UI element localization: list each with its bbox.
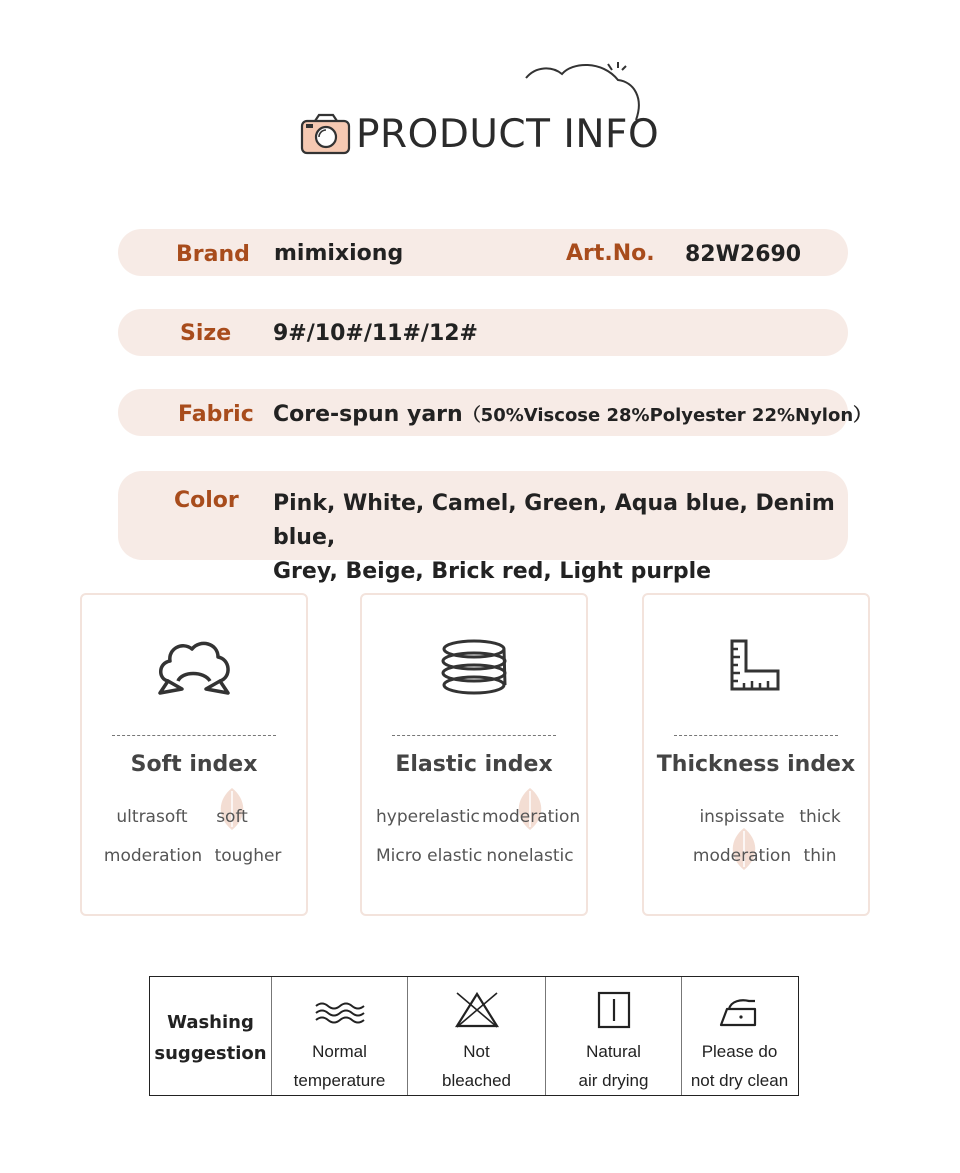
cotton-icon	[154, 635, 234, 705]
card-title: Soft index	[130, 752, 258, 777]
washing-item-line1: Normal	[312, 1042, 367, 1061]
option-moderation-selected: moderation	[482, 807, 581, 827]
color-line-2: Grey, Beige, Brick red, Light purple	[273, 559, 712, 584]
washing-item-line2: not dry clean	[690, 1071, 789, 1090]
line-dry-icon	[597, 991, 631, 1029]
elastic-index-card	[360, 593, 588, 916]
washing-header	[150, 977, 272, 1095]
washing-item-line2: temperature	[293, 1071, 386, 1090]
divider	[392, 735, 556, 736]
fabric-composition: （50%Viscose 28%Polyester 22%Nylon）	[462, 405, 872, 426]
fabric-value	[273, 401, 871, 427]
card-title: Thickness index	[656, 752, 856, 777]
spring-coil-icon	[434, 635, 514, 705]
size-value: 9#/10#/11#/12#	[273, 321, 478, 346]
washing-header-line1: Washing	[167, 1012, 254, 1033]
artno-label: Art.No.	[566, 241, 655, 266]
no-bleach-icon	[454, 991, 500, 1029]
option-micro-elastic: Micro elastic	[376, 846, 483, 866]
option-inspissate: inspissate	[699, 807, 785, 827]
fabric-label: Fabric	[178, 402, 254, 427]
soft-index-card	[80, 593, 308, 916]
fabric-material: Core-spun yarn	[273, 402, 463, 427]
brand-value: mimixiong	[274, 241, 404, 266]
washing-item-line2: bleached	[441, 1071, 511, 1090]
washing-item-line1: Natural	[586, 1042, 641, 1061]
washing-item-line1: Not	[463, 1042, 490, 1061]
washing-item-line1: Please do	[701, 1042, 778, 1061]
option-hyperelastic: hyperelastic	[376, 807, 480, 827]
fabric-row	[118, 389, 872, 436]
brand-label: Brand	[176, 242, 250, 267]
thickness-index-card	[642, 593, 870, 916]
color-row	[118, 471, 848, 584]
page-title: PRODUCT INFO	[356, 112, 660, 157]
option-nonelastic: nonelastic	[486, 846, 574, 866]
option-thick: thick	[799, 807, 841, 827]
option-tougher: tougher	[214, 846, 282, 866]
ruler-icon	[716, 635, 796, 705]
artno-value: 82W2690	[685, 242, 802, 267]
washing-item-normal-temp	[272, 977, 408, 1095]
option-moderation-selected: moderation	[692, 846, 792, 866]
color-values	[273, 487, 848, 589]
washing-item-air-dry	[546, 977, 682, 1095]
brand-row	[118, 229, 848, 276]
card-title: Elastic index	[395, 752, 553, 777]
washing-item-line2: air drying	[578, 1071, 649, 1090]
washing-table	[149, 976, 799, 1096]
washing-header-line2: suggestion	[154, 1043, 267, 1064]
page-header	[300, 60, 660, 170]
size-label: Size	[180, 321, 232, 346]
option-ultrasoft: ultrasoft	[116, 807, 188, 827]
option-soft-selected: soft	[216, 807, 248, 827]
divider	[112, 735, 276, 736]
washing-item-no-bleach	[408, 977, 546, 1095]
cloud-icon	[522, 60, 648, 130]
wash-water-icon	[314, 1001, 366, 1027]
divider	[674, 735, 838, 736]
iron-icon	[719, 995, 761, 1029]
camera-icon	[300, 112, 352, 156]
color-label: Color	[174, 488, 239, 513]
option-thin: thin	[803, 846, 837, 866]
washing-item-no-dry-clean	[682, 977, 797, 1095]
color-line-1: Pink, White, Camel, Green, Aqua blue, Denim blue,	[273, 491, 835, 550]
size-row	[118, 309, 848, 356]
option-moderation: moderation	[103, 846, 203, 866]
